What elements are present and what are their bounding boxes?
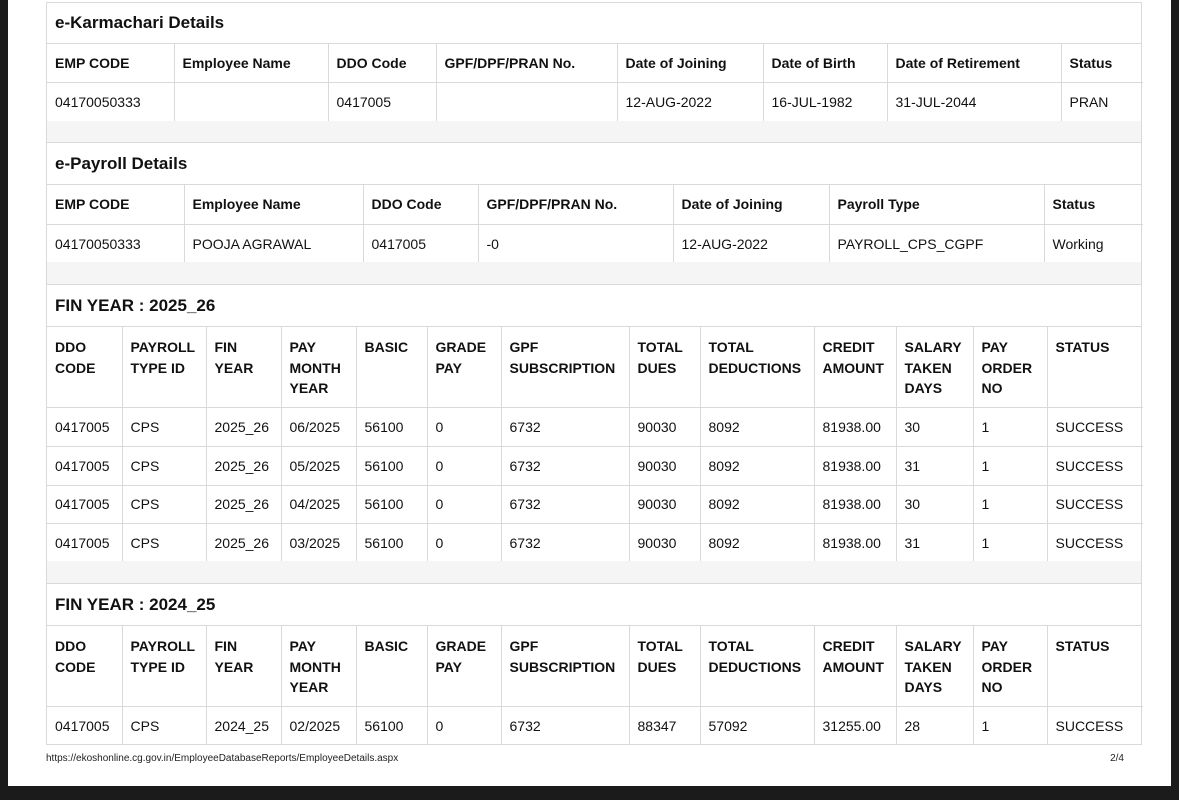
table-cell: 2025_26 bbox=[206, 485, 281, 523]
column-header: SALARY TAKEN DAYS bbox=[896, 626, 973, 706]
column-header: GPF/DPF/PRAN No. bbox=[478, 185, 673, 224]
table-cell: 02/2025 bbox=[281, 706, 356, 745]
table-cell: 04170050333 bbox=[47, 224, 184, 263]
table-cell: 6732 bbox=[501, 407, 629, 446]
table-cell: 04/2025 bbox=[281, 485, 356, 523]
table-cell: 28 bbox=[896, 706, 973, 745]
table-cell: 0 bbox=[427, 706, 501, 745]
table-cell: 30 bbox=[896, 407, 973, 446]
fin-2025-header-row bbox=[47, 327, 1143, 407]
table-cell: CPS bbox=[122, 485, 206, 523]
column-header: GRADE PAY bbox=[427, 626, 501, 706]
table-cell: SUCCESS bbox=[1047, 706, 1143, 745]
column-header: STATUS bbox=[1047, 327, 1143, 407]
column-header: EMP CODE bbox=[47, 44, 174, 82]
column-header: Date of Retirement bbox=[887, 44, 1061, 82]
column-header: DDO Code bbox=[363, 185, 478, 224]
table-cell: 56100 bbox=[356, 706, 427, 745]
table-cell: 1 bbox=[973, 407, 1047, 446]
fin-2024-header-row bbox=[47, 626, 1143, 706]
column-header: PAYROLL TYPE ID bbox=[122, 327, 206, 407]
column-header: GPF/DPF/PRAN No. bbox=[436, 44, 617, 82]
table-cell: 6732 bbox=[501, 485, 629, 523]
table-cell: CPS bbox=[122, 407, 206, 446]
column-header: FIN YEAR bbox=[206, 626, 281, 706]
table-cell: 31-JUL-2044 bbox=[887, 82, 1061, 121]
column-header: DDO CODE bbox=[47, 327, 122, 407]
section-spacer bbox=[46, 262, 1142, 284]
table-cell: SUCCESS bbox=[1047, 485, 1143, 523]
table-cell: 0417005 bbox=[47, 407, 122, 446]
table-cell: 04170050333 bbox=[47, 82, 174, 121]
table-cell: 31255.00 bbox=[814, 706, 896, 745]
footer-page-number: 2/4 bbox=[1110, 753, 1124, 764]
karmachari-title: e-Karmachari Details bbox=[47, 3, 1141, 44]
payroll-title: e-Payroll Details bbox=[47, 143, 1141, 185]
table-cell: 56100 bbox=[356, 407, 427, 446]
column-header: CREDIT AMOUNT bbox=[814, 327, 896, 407]
table-row bbox=[47, 706, 1143, 745]
table-cell bbox=[436, 82, 617, 121]
column-header: TOTAL DEDUCTIONS bbox=[700, 626, 814, 706]
table-cell: CPS bbox=[122, 706, 206, 745]
column-header: Date of Birth bbox=[763, 44, 887, 82]
column-header: TOTAL DEDUCTIONS bbox=[700, 327, 814, 407]
table-cell: 0417005 bbox=[47, 446, 122, 485]
column-header: STATUS bbox=[1047, 626, 1143, 706]
table-cell: SUCCESS bbox=[1047, 446, 1143, 485]
table-cell: 88347 bbox=[629, 706, 700, 745]
table-cell: 90030 bbox=[629, 407, 700, 446]
table-cell: 0417005 bbox=[47, 523, 122, 562]
table-cell: 16-JUL-1982 bbox=[763, 82, 887, 121]
table-row bbox=[47, 407, 1143, 446]
table-cell: 6732 bbox=[501, 446, 629, 485]
column-header: Employee Name bbox=[184, 185, 363, 224]
column-header: GRADE PAY bbox=[427, 327, 501, 407]
payroll-header-row bbox=[47, 185, 1143, 224]
table-cell: 0 bbox=[427, 523, 501, 562]
fin-year-2024-table bbox=[47, 626, 1143, 745]
column-header: PAY ORDER NO bbox=[973, 626, 1047, 706]
table-cell: 0 bbox=[427, 446, 501, 485]
footer-url: https://ekoshonline.cg.gov.in/EmployeeDatabaseReports/EmployeeDetails.aspx bbox=[46, 753, 399, 764]
table-cell: SUCCESS bbox=[1047, 523, 1143, 562]
table-cell: 8092 bbox=[700, 407, 814, 446]
karmachari-panel bbox=[46, 2, 1142, 122]
table-cell: 1 bbox=[973, 446, 1047, 485]
table-cell: 8092 bbox=[700, 485, 814, 523]
column-header: Employee Name bbox=[174, 44, 328, 82]
column-header: GPF SUBSCRIPTION bbox=[501, 626, 629, 706]
table-cell: 1 bbox=[973, 523, 1047, 562]
table-cell: 6732 bbox=[501, 523, 629, 562]
table-cell: 05/2025 bbox=[281, 446, 356, 485]
table-cell: 8092 bbox=[700, 446, 814, 485]
column-header: Date of Joining bbox=[673, 185, 829, 224]
fin-year-2025-panel bbox=[46, 284, 1142, 563]
karmachari-table bbox=[47, 44, 1143, 121]
table-cell: 57092 bbox=[700, 706, 814, 745]
table-cell: 0417005 bbox=[363, 224, 478, 263]
table-cell: Working bbox=[1044, 224, 1143, 263]
table-cell: 0 bbox=[427, 485, 501, 523]
table-cell: -0 bbox=[478, 224, 673, 263]
table-cell: 1 bbox=[973, 485, 1047, 523]
table-cell: 6732 bbox=[501, 706, 629, 745]
table-cell: 0 bbox=[427, 407, 501, 446]
karmachari-header-row bbox=[47, 44, 1143, 82]
fin-year-2024-panel bbox=[46, 583, 1142, 745]
column-header: EMP CODE bbox=[47, 185, 184, 224]
table-row bbox=[47, 446, 1143, 485]
column-header: PAY MONTH YEAR bbox=[281, 327, 356, 407]
table-cell: 81938.00 bbox=[814, 446, 896, 485]
table-cell: 1 bbox=[973, 706, 1047, 745]
table-cell: 81938.00 bbox=[814, 523, 896, 562]
table-cell: 56100 bbox=[356, 446, 427, 485]
table-row bbox=[47, 82, 1143, 121]
table-cell: 56100 bbox=[356, 523, 427, 562]
table-cell bbox=[174, 82, 328, 121]
table-cell: 03/2025 bbox=[281, 523, 356, 562]
column-header: PAYROLL TYPE ID bbox=[122, 626, 206, 706]
column-header: FIN YEAR bbox=[206, 327, 281, 407]
document-page bbox=[8, 0, 1171, 786]
table-row bbox=[47, 523, 1143, 562]
table-cell: POOJA AGRAWAL bbox=[184, 224, 363, 263]
table-cell: 30 bbox=[896, 485, 973, 523]
table-cell: 2025_26 bbox=[206, 523, 281, 562]
table-cell: 8092 bbox=[700, 523, 814, 562]
table-cell: 90030 bbox=[629, 485, 700, 523]
table-cell: 31 bbox=[896, 523, 973, 562]
table-cell: PAYROLL_CPS_CGPF bbox=[829, 224, 1044, 263]
table-cell: 0417005 bbox=[47, 485, 122, 523]
table-cell: 2025_26 bbox=[206, 446, 281, 485]
table-cell: 56100 bbox=[356, 485, 427, 523]
table-row bbox=[47, 485, 1143, 523]
column-header: Status bbox=[1044, 185, 1143, 224]
column-header: CREDIT AMOUNT bbox=[814, 626, 896, 706]
table-cell: 0417005 bbox=[328, 82, 436, 121]
column-header: GPF SUBSCRIPTION bbox=[501, 327, 629, 407]
column-header: BASIC bbox=[356, 327, 427, 407]
fin-year-2024-title: FIN YEAR : 2024_25 bbox=[47, 584, 1141, 626]
table-cell: 2024_25 bbox=[206, 706, 281, 745]
table-cell: SUCCESS bbox=[1047, 407, 1143, 446]
table-cell: 0417005 bbox=[47, 706, 122, 745]
table-row bbox=[47, 224, 1143, 263]
column-header: TOTAL DUES bbox=[629, 327, 700, 407]
table-cell: CPS bbox=[122, 446, 206, 485]
table-cell: 12-AUG-2022 bbox=[617, 82, 763, 121]
column-header: PAY ORDER NO bbox=[973, 327, 1047, 407]
section-spacer bbox=[46, 121, 1142, 142]
fin-year-2025-table bbox=[47, 327, 1143, 562]
payroll-table bbox=[47, 185, 1143, 263]
table-cell: 12-AUG-2022 bbox=[673, 224, 829, 263]
table-cell: 90030 bbox=[629, 523, 700, 562]
table-cell: 81938.00 bbox=[814, 407, 896, 446]
column-header: DDO CODE bbox=[47, 626, 122, 706]
table-cell: CPS bbox=[122, 523, 206, 562]
column-header: PAY MONTH YEAR bbox=[281, 626, 356, 706]
column-header: TOTAL DUES bbox=[629, 626, 700, 706]
column-header: Date of Joining bbox=[617, 44, 763, 82]
column-header: Payroll Type bbox=[829, 185, 1044, 224]
column-header: SALARY TAKEN DAYS bbox=[896, 327, 973, 407]
table-cell: 90030 bbox=[629, 446, 700, 485]
table-cell: 81938.00 bbox=[814, 485, 896, 523]
payroll-panel bbox=[46, 142, 1142, 264]
table-cell: PRAN bbox=[1061, 82, 1143, 121]
section-spacer bbox=[46, 561, 1142, 583]
table-cell: 2025_26 bbox=[206, 407, 281, 446]
table-cell: 31 bbox=[896, 446, 973, 485]
fin-year-2025-title: FIN YEAR : 2025_26 bbox=[47, 285, 1141, 327]
column-header: BASIC bbox=[356, 626, 427, 706]
table-cell: 06/2025 bbox=[281, 407, 356, 446]
column-header: DDO Code bbox=[328, 44, 436, 82]
column-header: Status bbox=[1061, 44, 1143, 82]
